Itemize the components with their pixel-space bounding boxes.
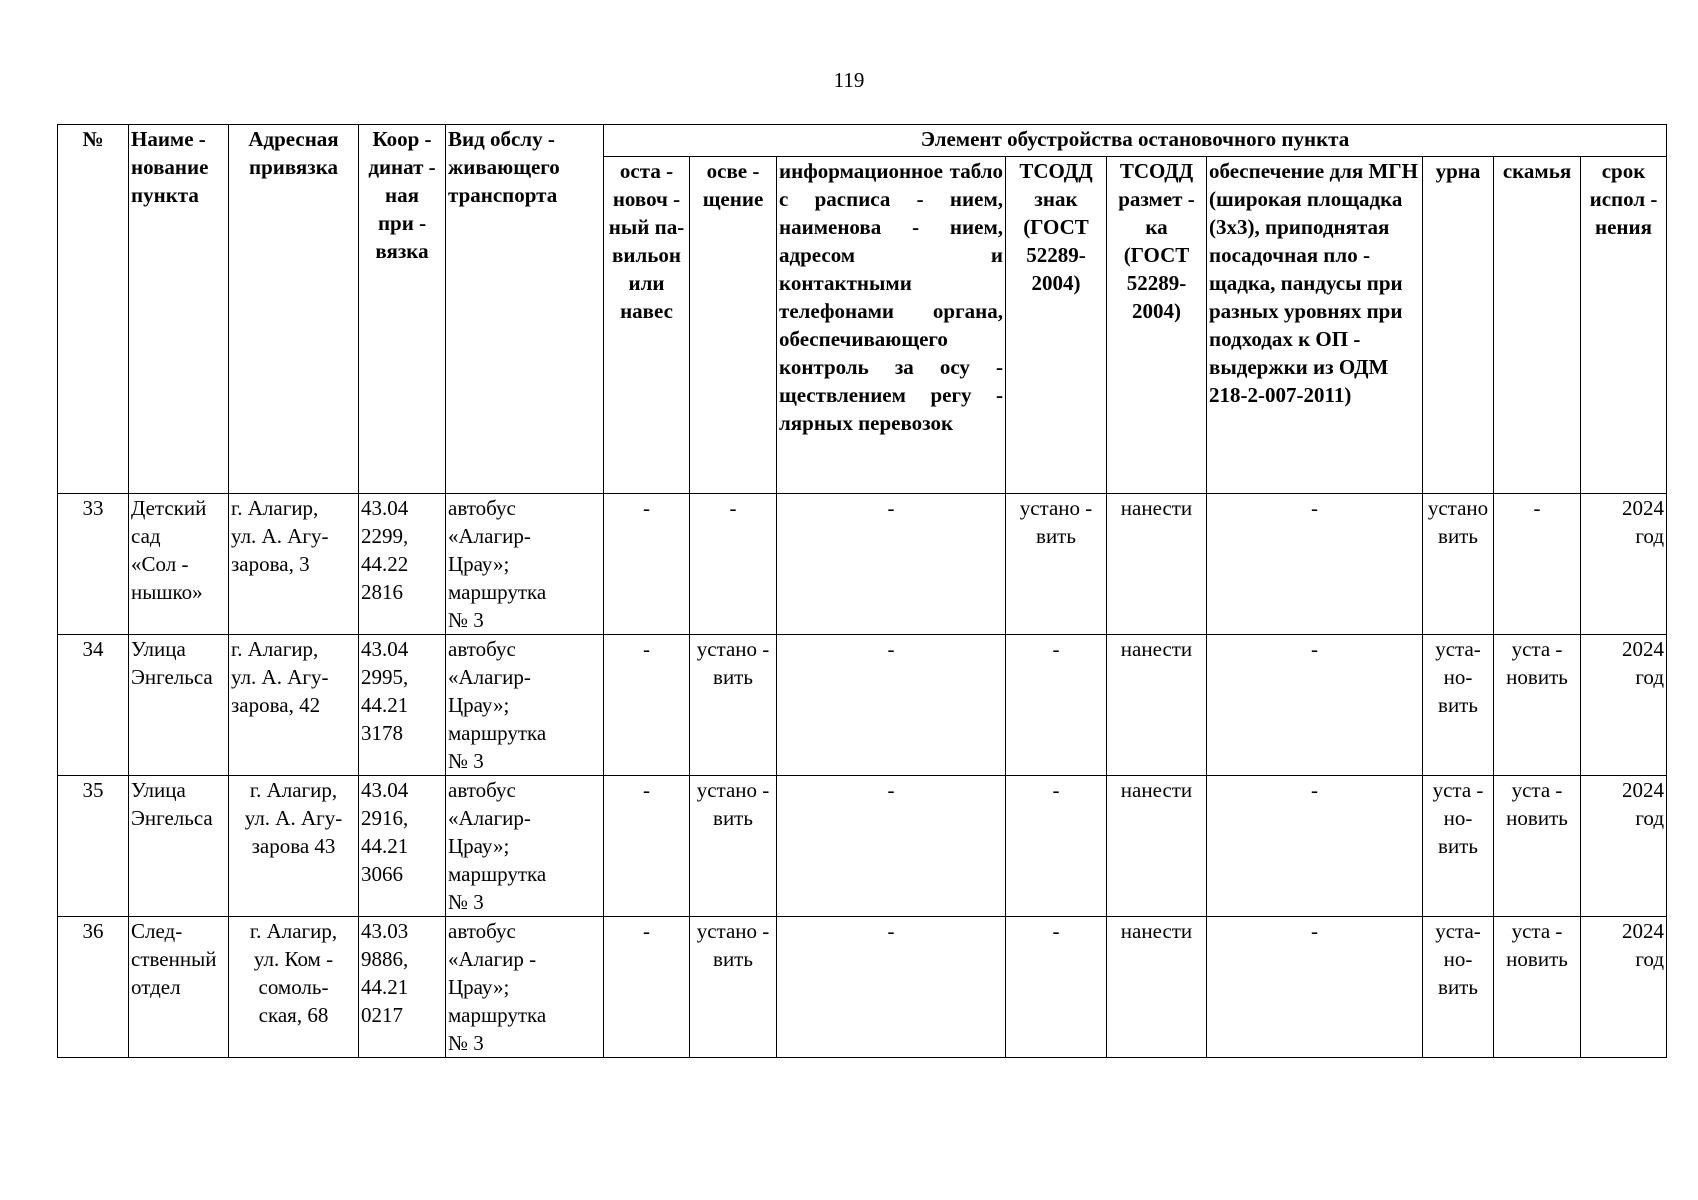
header-stop-name: Наиме - нование пункта xyxy=(129,125,229,494)
deadline-value: 2024 год xyxy=(1581,635,1667,776)
table-row xyxy=(58,776,1667,917)
road-marking-value: нанести xyxy=(1107,776,1207,917)
stop-coordinates: 43.04 2916, 44.21 3066 xyxy=(359,776,446,917)
header-info-board: информационное табло с расписа - нием, наименова - нием, адресом и контактными телефонами органа, обеспечивающего контроль за осу - ществлением регу - лярных перевозок xyxy=(777,157,1006,494)
pavilion-value: - xyxy=(604,917,690,1058)
mgn-value: - xyxy=(1207,776,1423,917)
deadline-value: 2024 год xyxy=(1581,917,1667,1058)
header-number: № xyxy=(58,125,129,494)
road-marking-value: нанести xyxy=(1107,494,1207,635)
header-mgn-access: обеспечение для МГН (широкая площадка (3х3), приподнятая посадочная пло - щадка, пандусы при разных уровнях при подходах к ОП - выдержки из ОДМ 218-2-007-2011) xyxy=(1207,157,1423,494)
road-marking-value: нанести xyxy=(1107,917,1207,1058)
stop-name: Детский сад «Сол - нышко» xyxy=(129,494,229,635)
info-board-value: - xyxy=(777,494,1006,635)
road-sign-value: устано - вить xyxy=(1006,494,1107,635)
bin-value: уста- но- вить xyxy=(1423,635,1494,776)
stop-coordinates: 43.04 2299, 44.22 2816 xyxy=(359,494,446,635)
stop-address: г. Алагир, ул. А. Агу- зарова, 3 xyxy=(229,494,359,635)
stop-name: Улица Энгельса xyxy=(129,635,229,776)
deadline-value: 2024 год xyxy=(1581,494,1667,635)
info-board-value: - xyxy=(777,776,1006,917)
road-sign-value: - xyxy=(1006,917,1107,1058)
bench-value: уста - новить xyxy=(1494,776,1581,917)
header-bench: скамья xyxy=(1494,157,1581,494)
bus-stops-table xyxy=(57,124,1667,1058)
pavilion-value: - xyxy=(604,776,690,917)
stop-address: г. Алагир, ул. А. Агу- зарова, 42 xyxy=(229,635,359,776)
transport-type: автобус «Алагир- Црау»; маршрутка № 3 xyxy=(446,635,604,776)
pavilion-value: - xyxy=(604,494,690,635)
stop-name: След- ственный отдел xyxy=(129,917,229,1058)
row-number: 34 xyxy=(58,635,129,776)
header-stop-elements-group: Элемент обустройства остановочного пункта xyxy=(604,125,1667,157)
stop-name: Улица Энгельса xyxy=(129,776,229,917)
page-number: 119 xyxy=(833,68,865,92)
lighting-value: устано - вить xyxy=(690,776,777,917)
road-sign-value: - xyxy=(1006,635,1107,776)
transport-type: автобус «Алагир - Црау»; маршрутка № 3 xyxy=(446,917,604,1058)
row-number: 33 xyxy=(58,494,129,635)
table-row xyxy=(58,494,1667,635)
road-marking-value: нанести xyxy=(1107,635,1207,776)
mgn-value: - xyxy=(1207,494,1423,635)
header-coordinates: Коор - динат - ная при - вязка xyxy=(359,125,446,494)
row-number: 35 xyxy=(58,776,129,917)
header-road-sign: ТСОДД знак (ГОСТ 52289- 2004) xyxy=(1006,157,1107,494)
row-number: 36 xyxy=(58,917,129,1058)
info-board-value: - xyxy=(777,635,1006,776)
header-pavilion: оста - новоч - ный па- вильон или навес xyxy=(604,157,690,494)
lighting-value: устано - вить xyxy=(690,635,777,776)
table-row xyxy=(58,917,1667,1058)
mgn-value: - xyxy=(1207,635,1423,776)
transport-type: автобус «Алагир- Црау»; маршрутка № 3 xyxy=(446,494,604,635)
bench-value: уста - новить xyxy=(1494,635,1581,776)
bin-value: уста- но- вить xyxy=(1423,917,1494,1058)
header-road-marking: ТСОДД размет - ка (ГОСТ 52289- 2004) xyxy=(1107,157,1207,494)
lighting-value: - xyxy=(690,494,777,635)
header-address: Адресная привязка xyxy=(229,125,359,494)
header-lighting: осве - щение xyxy=(690,157,777,494)
pavilion-value: - xyxy=(604,635,690,776)
bench-value: - xyxy=(1494,494,1581,635)
header-bin: урна xyxy=(1423,157,1494,494)
stop-address: г. Алагир, ул. Ком - сомоль- ская, 68 xyxy=(229,917,359,1058)
info-board-value: - xyxy=(777,917,1006,1058)
bin-value: устано вить xyxy=(1423,494,1494,635)
table-row xyxy=(58,635,1667,776)
bin-value: уста - но- вить xyxy=(1423,776,1494,917)
road-sign-value: - xyxy=(1006,776,1107,917)
header-deadline: срок испол - нения xyxy=(1581,157,1667,494)
stop-coordinates: 43.03 9886, 44.21 0217 xyxy=(359,917,446,1058)
stop-address: г. Алагир, ул. А. Агу- зарова 43 xyxy=(229,776,359,917)
deadline-value: 2024 год xyxy=(1581,776,1667,917)
transport-type: автобус «Алагир- Црау»; маршрутка № 3 xyxy=(446,776,604,917)
header-row xyxy=(58,125,1667,157)
mgn-value: - xyxy=(1207,917,1423,1058)
bench-value: уста - новить xyxy=(1494,917,1581,1058)
lighting-value: устано - вить xyxy=(690,917,777,1058)
header-transport-type: Вид обслу - живающего транспорта xyxy=(446,125,604,494)
stop-coordinates: 43.04 2995, 44.21 3178 xyxy=(359,635,446,776)
